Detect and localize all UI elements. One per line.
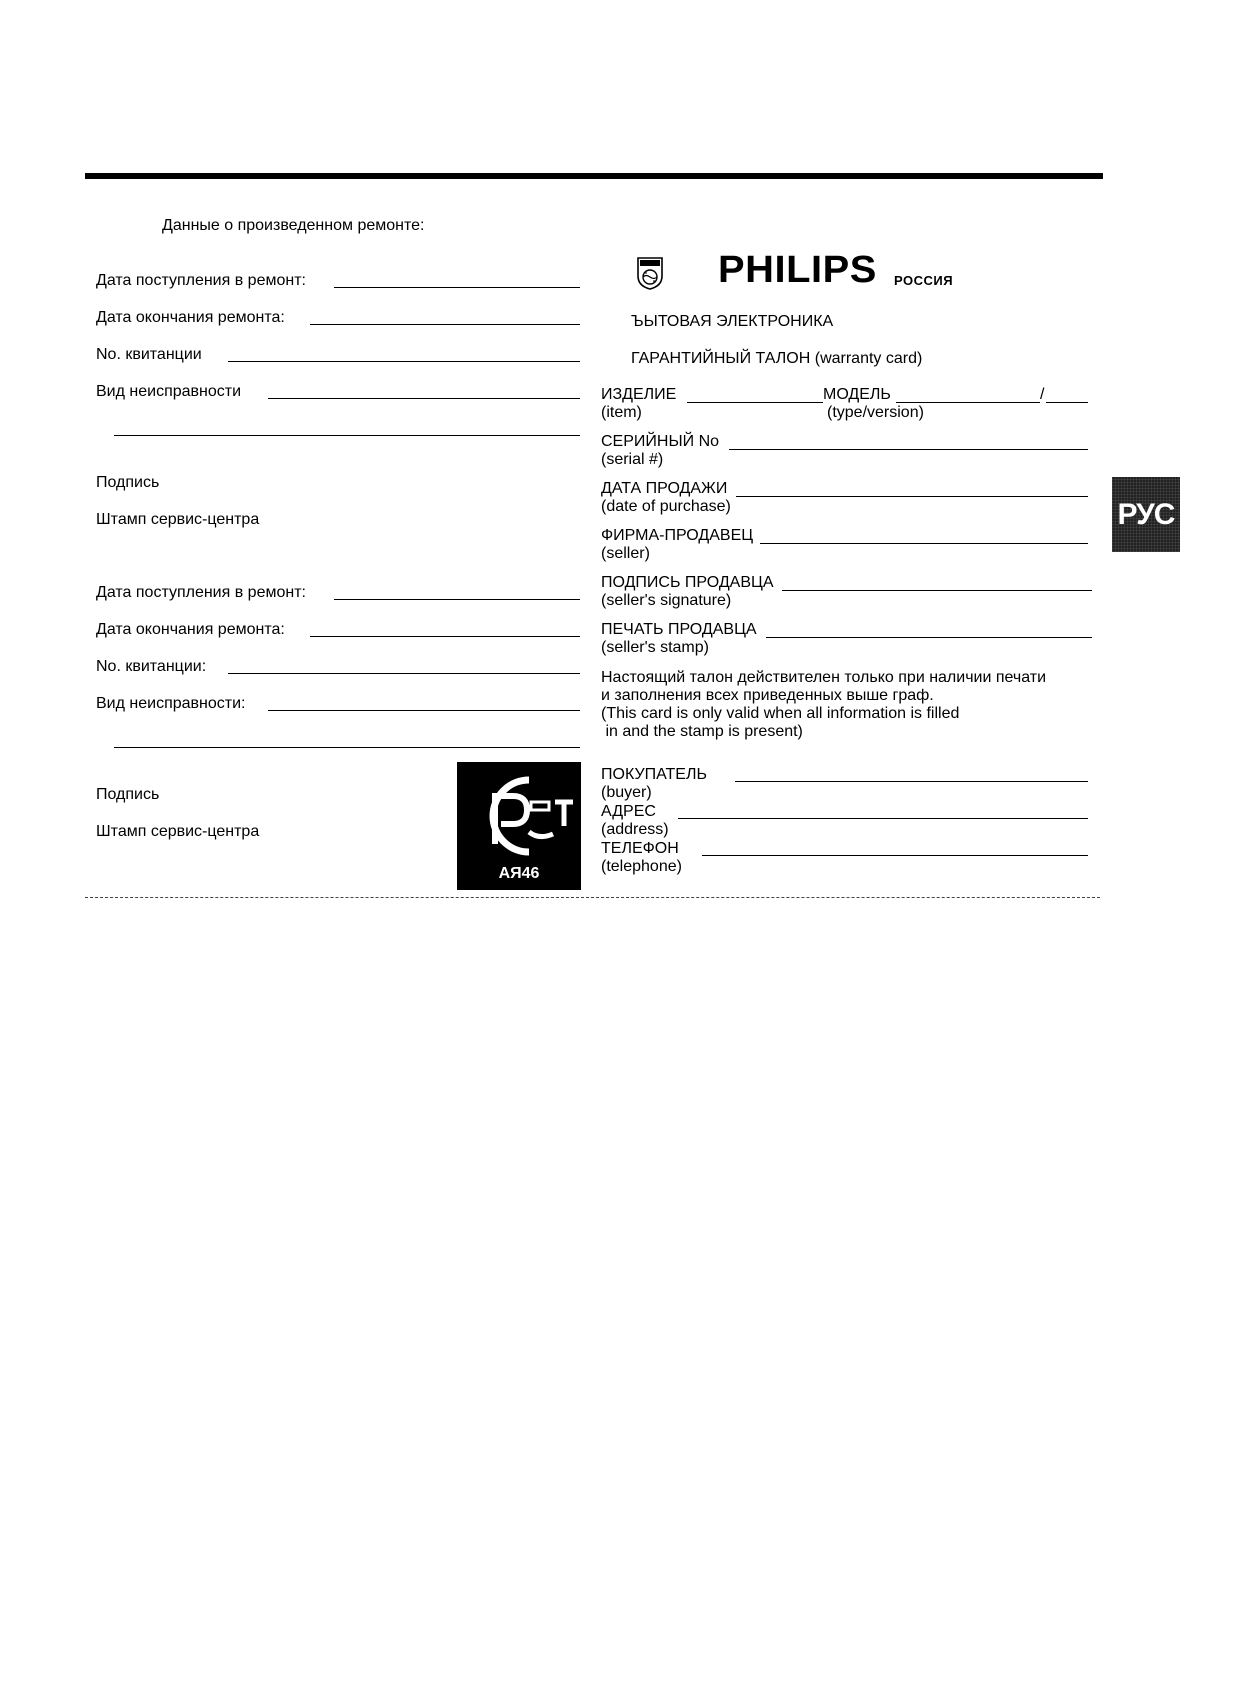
date-received-label: Дата поступления в ремонт: bbox=[96, 272, 306, 289]
seller-label-en: (seller) bbox=[601, 545, 650, 562]
buyer-label-en: (buyer) bbox=[601, 784, 652, 801]
seller-signature-line[interactable] bbox=[782, 590, 1092, 591]
receipt-no-label: No. квитанции bbox=[96, 346, 202, 363]
sale-date-line[interactable] bbox=[736, 496, 1088, 497]
model-line[interactable] bbox=[896, 402, 1040, 403]
seller-stamp-label: ПЕЧАТЬ ПРОДАВЦА bbox=[601, 621, 757, 638]
country-label: РОССИЯ bbox=[894, 273, 954, 288]
seller-stamp-line[interactable] bbox=[766, 637, 1092, 638]
version-line[interactable] bbox=[1046, 402, 1088, 403]
fault-type-line-2[interactable] bbox=[114, 435, 580, 436]
serial-label: СЕРИЙНЫЙ No bbox=[601, 433, 720, 450]
seller-line[interactable] bbox=[760, 543, 1088, 544]
certification-mark bbox=[457, 762, 581, 890]
model-slash: / bbox=[1040, 386, 1045, 403]
seller-signature-label: ПОДПИСЬ ПРОДАВЦА bbox=[601, 574, 774, 591]
date-received-label-2: Дата поступления в ремонт: bbox=[96, 584, 306, 601]
sale-date-label: ДАТА ПРОДАЖИ bbox=[601, 480, 728, 497]
philips-shield-icon bbox=[636, 256, 664, 290]
notice-line-2: и заполнения всех приведенных выше граф. bbox=[601, 687, 934, 704]
model-label-en: (type/version) bbox=[827, 404, 924, 421]
seller-label: ФИРМА-ПРОДАВЕЦ bbox=[601, 527, 754, 544]
language-tab: РУС bbox=[1112, 477, 1180, 552]
phone-label-en: (telephone) bbox=[601, 858, 682, 875]
model-label: МОДЕЛЬ bbox=[823, 386, 891, 403]
serial-line[interactable] bbox=[729, 449, 1088, 450]
signature-label: Подпись bbox=[96, 474, 160, 491]
warranty-title: ГАРАНТИЙНЫЙ ТАЛОН (warranty card) bbox=[631, 350, 923, 367]
date-completed-label: Дата окончания ремонта: bbox=[96, 309, 285, 326]
date-completed-line[interactable] bbox=[310, 324, 580, 325]
fault-type-line-2b[interactable] bbox=[268, 710, 580, 711]
buyer-line[interactable] bbox=[735, 781, 1088, 782]
notice-line-1: Настоящий талон действителен только при наличии печати bbox=[601, 669, 1047, 686]
address-line[interactable] bbox=[678, 818, 1088, 819]
service-stamp-label-2: Штамп сервис-центра bbox=[96, 823, 260, 840]
service-stamp-label: Штамп сервис-центра bbox=[96, 511, 260, 528]
phone-label: ТЕЛЕФОН bbox=[601, 840, 679, 857]
date-completed-label-2: Дата окончания ремонта: bbox=[96, 621, 285, 638]
phone-line[interactable] bbox=[702, 855, 1088, 856]
buyer-label: ПОКУПАТЕЛЬ bbox=[601, 766, 707, 783]
fault-type-line-2c[interactable] bbox=[114, 747, 580, 748]
item-label-en: (item) bbox=[601, 404, 642, 421]
item-label: ИЗДЕЛИЕ bbox=[601, 386, 677, 403]
brand-logo: PHILIPS bbox=[718, 249, 877, 291]
date-received-line[interactable] bbox=[334, 287, 580, 288]
signature-label-2: Подпись bbox=[96, 786, 160, 803]
repair-data-heading: Данные о произведенном ремонте: bbox=[162, 217, 425, 234]
fault-type-label: Вид неисправности bbox=[96, 383, 242, 400]
top-rule bbox=[85, 173, 1103, 179]
seller-signature-label-en: (seller's signature) bbox=[601, 592, 732, 609]
division-label: ЪЫТОВАЯ ЭЛЕКТРОНИКА bbox=[631, 313, 834, 330]
receipt-no-line[interactable] bbox=[228, 361, 580, 362]
address-label: АДРЕС bbox=[601, 803, 656, 820]
address-label-en: (address) bbox=[601, 821, 669, 838]
notice-line-3: (This card is only valid when all information is filled bbox=[601, 705, 960, 722]
date-received-line-2[interactable] bbox=[334, 599, 580, 600]
date-completed-line-2[interactable] bbox=[310, 636, 580, 637]
receipt-no-label-2: No. квитанции: bbox=[96, 658, 207, 675]
notice-line-4: in and the stamp is present) bbox=[601, 723, 803, 740]
receipt-no-line-2[interactable] bbox=[228, 673, 580, 674]
fault-type-line[interactable] bbox=[268, 398, 580, 399]
cut-line bbox=[85, 897, 1100, 898]
seller-stamp-label-en: (seller's stamp) bbox=[601, 639, 709, 656]
cert-code: АЯ46 bbox=[498, 865, 540, 882]
item-line[interactable] bbox=[687, 402, 823, 403]
serial-label-en: (serial #) bbox=[601, 451, 664, 468]
pct-logo-icon bbox=[457, 762, 581, 866]
sale-date-label-en: (date of purchase) bbox=[601, 498, 731, 515]
fault-type-label-2: Вид неисправности: bbox=[96, 695, 246, 712]
